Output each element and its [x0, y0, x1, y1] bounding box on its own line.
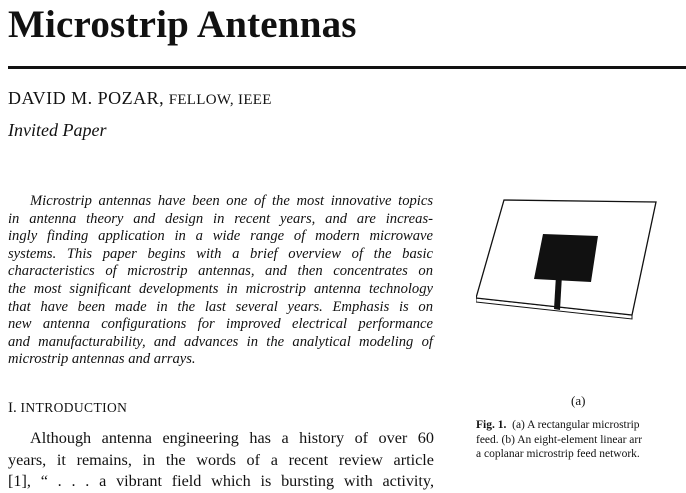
abstract-line: Microstrip antennas have been one of the most innovative topics	[30, 193, 433, 209]
caption-line: a coplanar microstrip feed network.	[476, 448, 640, 460]
abstract-line: in antenna theory and design in recent years, and are increas-	[8, 210, 433, 227]
author-grade: FELLOW, IEEE	[168, 92, 272, 108]
abstract-line: the most significant developments in microstrip antenna technology	[8, 280, 433, 297]
body-line: Although antenna engineering has a history of over 60	[30, 429, 434, 447]
section-title: INTRODUCTION	[20, 400, 128, 415]
title-rule	[8, 66, 686, 69]
rectangular-patch	[534, 234, 598, 282]
author-line	[8, 88, 272, 109]
paper-type: Invited Paper	[8, 120, 107, 140]
section-heading	[8, 400, 127, 417]
abstract-line: ingly finding application in a wide range of modern microwave	[8, 228, 433, 245]
abstract-line: and manufacturability, and advances in the analytical modeling of	[8, 333, 433, 350]
author-name: DAVID M. POZAR,	[8, 88, 165, 108]
caption-line	[476, 418, 686, 433]
abstract-line: characteristics of microstrip antennas, and then concentrates on	[8, 263, 433, 280]
abstract	[8, 193, 433, 369]
body-line: years, it remains, in the words of a recent review article	[8, 450, 434, 469]
figure-label: Fig. 1.	[476, 419, 507, 431]
abstract-line: systems. This paper begins with a brief overview of the basic	[8, 245, 433, 262]
abstract-line: new antenna configurations for improved electrical performance	[8, 316, 433, 333]
microstrip-antenna-figure	[476, 190, 666, 330]
abstract-line: that have been made in the last several years. Emphasis is on	[8, 298, 433, 315]
caption-line: feed. (b) An eight-element linear arr	[476, 433, 643, 446]
subfigure-label: (a)	[571, 393, 586, 408]
figure-caption	[476, 418, 686, 462]
caption-text: (a) A rectangular microstrip	[512, 419, 640, 431]
body-line: [1], “ . . . a vibrant field which is bursting with activity,	[8, 472, 434, 490]
abstract-line: microstrip antennas and arrays.	[8, 351, 196, 368]
section-number: I.	[8, 400, 17, 416]
paper-title: Microstrip Antennas	[8, 3, 357, 46]
body-text	[8, 428, 434, 493]
